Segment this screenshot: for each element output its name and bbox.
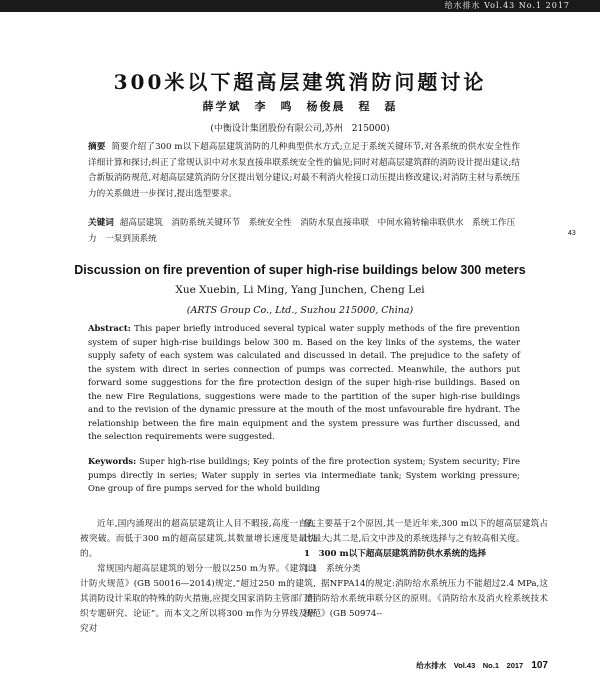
keywords-cn-label: 关键词	[88, 218, 114, 228]
abstract-en-text: This paper briefly introduced several typical water supply methods of the fire prevention system of super high-rise buildings below 300 m. Based on the key links of the systems, the water supply safety of each system was calculated and discussed in detail. The prejudice to the safety of the system with direct in series connection of pumps was corrected. Meanwhile, the authors put forward some suggestions for the fire protection design of the super high-rise buildings. Based on the new Fire Regulations, suggestions were made to the partition of the super high-rise buildings and to the revision of the dynamic pressure at the mouth of the most unfavourable fire hydrant. The relationship between the fire main equipment and the system pressure was further discussed, and the selection requirements were suggested.	[88, 323, 520, 441]
authors-en: Xue Xuebin, Li Ming, Yang Junchen, Cheng Lei	[175, 284, 425, 296]
paper-title-cn: 300米以下超高层建筑消防问题讨论	[113, 70, 487, 94]
affiliation-cn: (中衡设计集团股份有限公司,苏州 215000)	[210, 124, 390, 134]
running-header: 给水排水 Vol.43 No.1 2017	[444, 1, 570, 10]
paper-title-en: Discussion on fire prevention of super high-rise buildings below 300 meters	[74, 263, 526, 277]
subsection-heading: 1.1 系统分类	[304, 564, 361, 574]
body-left-column	[80, 517, 316, 637]
top-header-bar	[0, 0, 600, 12]
keywords-en	[88, 455, 520, 496]
abstract-cn-text: 简要介绍了300 m以下超高层建筑消防的几种典型供水方式;立足于系统关键环节,对各系统的供水安全性作详细计算和探讨;纠正了常规认识中对水泵直接串联系统安全性的偏见;同时对超高层建筑群的消防设计提出建议;结合新版消防规范,对超高层建筑消防分区提出划分建议;对最不利消火栓接口动压提出修改建议;对消防主材与系统压力的关系做进一步探讨,提出选型要求。	[88, 142, 520, 199]
abstract-cn	[88, 140, 520, 202]
affiliation-en: (ARTS Group Co., Ltd., Suzhou 215000, China)	[186, 305, 414, 316]
abstract-cn-label: 摘要	[88, 142, 106, 152]
body-paragraph: 据NFPA14的规定:消防给水系统压力不能超过2.4 MPa,这是消防给水系统串联分区的原则。《消防给水及消火栓系统技术规范》(GB 50974--	[304, 579, 548, 619]
body-paragraph: 象,主要基于2个原因,其一是近年来,300 m以下的超高层建筑占比最大;其二是,后文中涉及的系统选择与之有较高相关度。	[304, 519, 548, 544]
keywords-cn-text: 超高层建筑 消防系统关键环节 系统安全性 消防水泵直接串联 中间水箱转输串联供水 系统工作压力 一泵到顶系统	[88, 218, 516, 244]
body-right-column	[304, 517, 548, 622]
side-page-number: 43	[568, 230, 576, 237]
section-heading: 1 300 m以下超高层建筑消防供水系统的选择	[304, 549, 487, 559]
keywords-en-label: Keywords:	[88, 456, 137, 466]
abstract-en	[88, 322, 520, 444]
body-paragraph: 常规国内超高层建筑的划分一般以250 m为界。《建筑设计防火规范》(GB 50016—2014)规定,“超过250 m的建筑,其消防设计采取的特殊的防火措施,应提交国家消防主管部门组织专题研究、论证”。而本文之所以将300 m作为分界线及研究对	[80, 564, 316, 634]
footer-page-number: 107	[531, 660, 548, 671]
abstract-en-label: Abstract:	[88, 323, 131, 333]
footer-journal: 给水排水 Vol.43 No.1 2017	[416, 661, 524, 670]
keywords-en-text: Super high-rise buildings; Key points of the fire protection system; System security; Fire pumps directly in series; Water supply in series via intermediate tank; System working pressure; One group of fire pumps served for the whold building	[88, 456, 520, 493]
authors-cn: 薛学斌 李 鸣 杨俊晨 程 磊	[202, 100, 398, 113]
body-paragraph: 近年,国内涌现出的超高层建筑让人目不暇接,高度一直在被突破。而低于300 m的超高层建筑,其数量增长速度是最快的。	[80, 519, 316, 559]
keywords-cn	[88, 216, 520, 247]
page-footer	[416, 660, 548, 671]
